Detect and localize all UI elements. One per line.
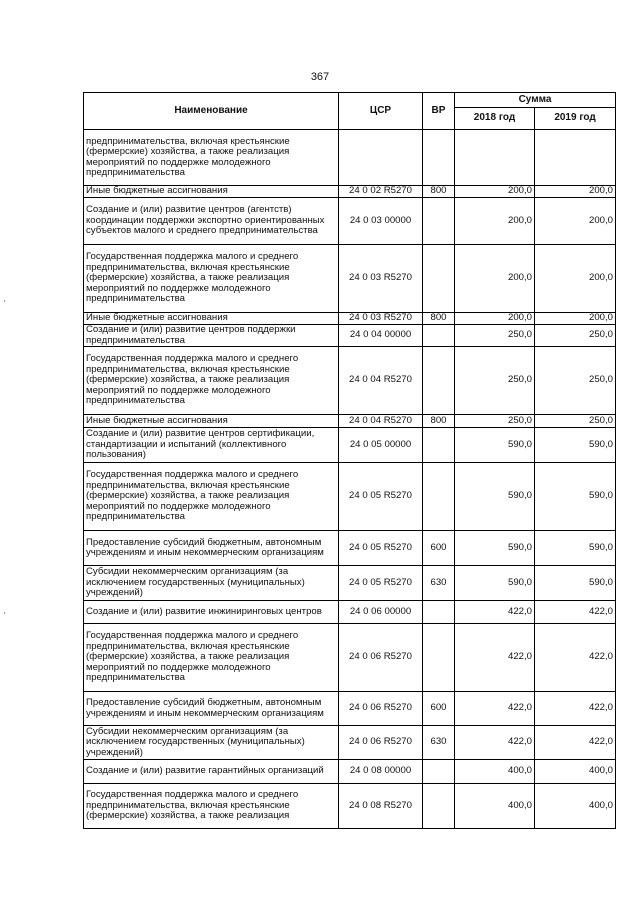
row-amount-2019: 422,0 [535, 601, 616, 624]
row-vr [423, 784, 455, 829]
header-sum: Сумма [455, 93, 616, 108]
row-amount-2018: 590,0 [455, 531, 535, 566]
row-amount-2019: 422,0 [535, 624, 616, 692]
row-csr: 24 0 05 00000 [339, 428, 423, 463]
row-vr [423, 130, 455, 186]
row-name: Создание и (или) развитие центров сертификации, стандартизации и испытаний (коллективного пользования) [84, 428, 339, 463]
row-amount-2019: 250,0 [535, 347, 616, 415]
table-row [84, 325, 616, 347]
row-vr [423, 760, 455, 784]
row-amount-2018: 200,0 [455, 186, 535, 198]
margin-tick [4, 612, 5, 614]
row-amount-2019: 400,0 [535, 760, 616, 784]
table-header-row [84, 93, 616, 108]
row-amount-2018: 250,0 [455, 347, 535, 415]
row-vr [423, 601, 455, 624]
row-csr: 24 0 03 R5270 [339, 245, 423, 313]
row-vr: 800 [423, 186, 455, 198]
page-number: 367 [310, 71, 330, 83]
row-name: Иные бюджетные ассигнования [84, 415, 339, 428]
row-amount-2019: 422,0 [535, 692, 616, 726]
row-amount-2018: 590,0 [455, 463, 535, 531]
row-csr: 24 0 06 R5270 [339, 692, 423, 726]
table-row [84, 415, 616, 428]
header-year-2019: 2019 год [535, 108, 616, 130]
row-vr: 630 [423, 566, 455, 601]
row-csr: 24 0 06 R5270 [339, 726, 423, 760]
row-amount-2018: 250,0 [455, 325, 535, 347]
row-vr: 600 [423, 531, 455, 566]
table-row [84, 784, 616, 829]
table-row [84, 428, 616, 463]
row-amount-2018: 250,0 [455, 415, 535, 428]
row-amount-2018: 590,0 [455, 566, 535, 601]
table-row [84, 531, 616, 566]
row-amount-2019: 200,0 [535, 313, 616, 325]
row-amount-2018: 200,0 [455, 245, 535, 313]
row-csr: 24 0 05 R5270 [339, 531, 423, 566]
row-amount-2019: 200,0 [535, 198, 616, 245]
row-name: Государственная поддержка малого и среднего предпринимательства, включая крестьянские (фермерские) хозяйства, а также реализация [84, 784, 339, 829]
row-csr [339, 130, 423, 186]
row-amount-2018: 422,0 [455, 624, 535, 692]
row-amount-2019: 250,0 [535, 325, 616, 347]
budget-table [83, 92, 616, 829]
row-csr: 24 0 04 00000 [339, 325, 423, 347]
row-name: Предоставление субсидий бюджетным, автономным учреждениям и иным некоммерческим организациям [84, 692, 339, 726]
table-row [84, 245, 616, 313]
row-vr: 630 [423, 726, 455, 760]
table-row [84, 186, 616, 198]
table-row [84, 692, 616, 726]
row-vr [423, 325, 455, 347]
row-name: Государственная поддержка малого и среднего предпринимательства, включая крестьянские (фермерские) хозяйства, а также реализация мероприятий по поддержке молодежного предпринимательства [84, 624, 339, 692]
row-name: Государственная поддержка малого и среднего предпринимательства, включая крестьянские (фермерские) хозяйства, а также реализация мероприятий по поддержке молодежного предпринимательства [84, 245, 339, 313]
row-csr: 24 0 03 R5270 [339, 313, 423, 325]
row-csr: 24 0 06 R5270 [339, 624, 423, 692]
table-body [84, 130, 616, 829]
row-amount-2019 [535, 130, 616, 186]
row-name: Создание и (или) развитие инжиниринговых центров [84, 601, 339, 624]
row-csr: 24 0 02 R5270 [339, 186, 423, 198]
row-amount-2019: 590,0 [535, 463, 616, 531]
row-amount-2019: 590,0 [535, 531, 616, 566]
row-name: Субсидии некоммерческим организациям (за исключением государственных (муниципальных) учреждений) [84, 566, 339, 601]
table-row [84, 566, 616, 601]
row-name: Создание и (или) развитие центров (агентств) координации поддержки экспортно ориентированных субъектов малого и среднего предпринимательства [84, 198, 339, 245]
header-csr: ЦСР [339, 93, 423, 130]
header-name: Наименование [84, 93, 339, 130]
row-amount-2018: 200,0 [455, 313, 535, 325]
row-name: Государственная поддержка малого и среднего предпринимательства, включая крестьянские (фермерские) хозяйства, а также реализация мероприятий по поддержке молодежного предпринимательства [84, 463, 339, 531]
row-vr: 800 [423, 313, 455, 325]
row-csr: 24 0 05 R5270 [339, 566, 423, 601]
table-row [84, 624, 616, 692]
table-row [84, 198, 616, 245]
row-name: Создание и (или) развитие центров поддержки предпринимательства [84, 325, 339, 347]
row-name: Предоставление субсидий бюджетным, автономным учреждениям и иным некоммерческим организациям [84, 531, 339, 566]
row-amount-2018: 590,0 [455, 428, 535, 463]
header-vr: ВР [423, 93, 455, 130]
row-csr: 24 0 03 00000 [339, 198, 423, 245]
row-amount-2019: 422,0 [535, 726, 616, 760]
header-year-2018: 2018 год [455, 108, 535, 130]
row-amount-2019: 590,0 [535, 428, 616, 463]
row-amount-2019: 200,0 [535, 245, 616, 313]
row-amount-2018: 422,0 [455, 601, 535, 624]
row-vr [423, 428, 455, 463]
row-name: Субсидии некоммерческим организациям (за исключением государственных (муниципальных) учреждений) [84, 726, 339, 760]
row-csr: 24 0 06 00000 [339, 601, 423, 624]
row-csr: 24 0 04 R5270 [339, 415, 423, 428]
row-vr: 800 [423, 415, 455, 428]
table-row [84, 347, 616, 415]
row-name: Создание и (или) развитие гарантийных организаций [84, 760, 339, 784]
margin-tick [4, 300, 5, 302]
row-csr: 24 0 05 R5270 [339, 463, 423, 531]
row-vr [423, 347, 455, 415]
row-name: Иные бюджетные ассигнования [84, 313, 339, 325]
row-name: предпринимательства, включая крестьянские (фермерские) хозяйства, а также реализация мероприятий по поддержке молодежного предпринимательства [84, 130, 339, 186]
row-amount-2018: 422,0 [455, 726, 535, 760]
row-csr: 24 0 08 R5270 [339, 784, 423, 829]
row-amount-2019: 250,0 [535, 415, 616, 428]
row-name: Государственная поддержка малого и среднего предпринимательства, включая крестьянские (фермерские) хозяйства, а также реализация мероприятий по поддержке молодежного предпринимательства [84, 347, 339, 415]
table-row [84, 313, 616, 325]
row-vr [423, 463, 455, 531]
table-row [84, 726, 616, 760]
row-amount-2018 [455, 130, 535, 186]
table-row [84, 130, 616, 186]
row-csr: 24 0 04 R5270 [339, 347, 423, 415]
row-vr [423, 245, 455, 313]
row-vr [423, 624, 455, 692]
row-amount-2018: 400,0 [455, 784, 535, 829]
table-row [84, 463, 616, 531]
row-amount-2019: 400,0 [535, 784, 616, 829]
table-row [84, 601, 616, 624]
row-amount-2018: 422,0 [455, 692, 535, 726]
row-amount-2018: 400,0 [455, 760, 535, 784]
row-csr: 24 0 08 00000 [339, 760, 423, 784]
table-row [84, 760, 616, 784]
row-amount-2018: 200,0 [455, 198, 535, 245]
row-amount-2019: 590,0 [535, 566, 616, 601]
row-name: Иные бюджетные ассигнования [84, 186, 339, 198]
row-vr: 600 [423, 692, 455, 726]
row-amount-2019: 200,0 [535, 186, 616, 198]
row-vr [423, 198, 455, 245]
